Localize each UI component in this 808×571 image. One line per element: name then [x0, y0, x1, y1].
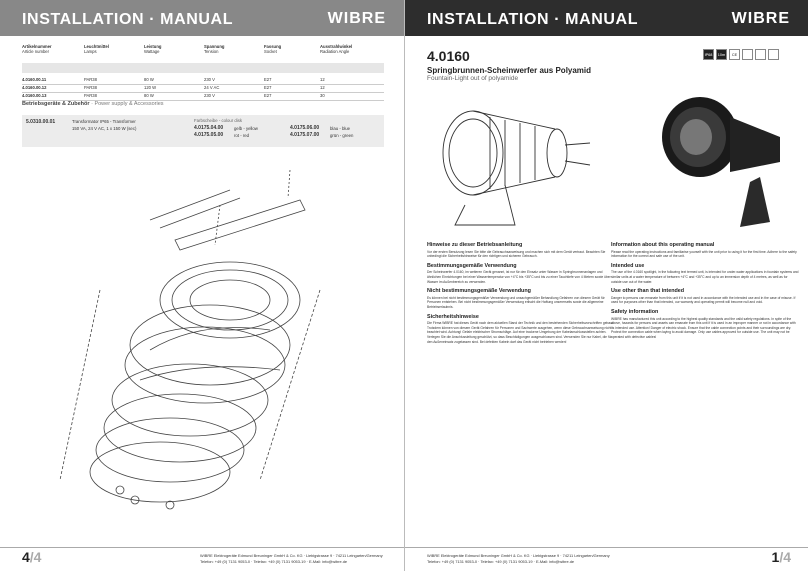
product-heading — [427, 48, 591, 82]
left-header — [0, 0, 404, 36]
col-head-en: Lamps — [84, 49, 97, 54]
colour-article: 4.0175.04.00 — [194, 125, 224, 131]
right-footer-address — [427, 553, 667, 565]
section-text: WIBRE has manufactured this unit according to the highest quality standards and the valid safety regulations. In spite of the above, hazards for persons and assets can emanate from this unit if it is used in an improper manner or not in accordance with its intended use. Attention! Danger of electric shock. Ensure that the cable connection points and their surroundings are dry. Protect the connection cable when laying to avoid damage. Only use cables approved for outside use. The unit may not be operated with defective cables! — [611, 316, 796, 339]
product-name-en: Fountain-Light out of polyamide — [427, 75, 519, 82]
cell: E27 — [264, 85, 272, 90]
cell: 80 W — [144, 93, 154, 98]
page-num: 1 — [771, 549, 780, 565]
col-head: Fassung — [264, 44, 282, 49]
product-line-drawing — [415, 85, 605, 230]
contact-line: Telefon: +49 (0) 7131 9053-0 · Telefax: +49 (0) 7131 9053-19 · E-Mail: info@wibre.de — [200, 559, 348, 564]
cell: 230 V — [204, 93, 215, 98]
right-page — [404, 0, 808, 571]
section-heading: Sicherheitshinweise — [427, 313, 479, 320]
product-name-de: Springbrunnen-Scheinwerfer aus Polyamid — [427, 66, 592, 75]
cert-icon — [755, 49, 766, 60]
colour-name: rot - red — [234, 133, 250, 138]
section-heading: Safety information — [611, 308, 659, 315]
cell: 30 — [320, 93, 325, 98]
section-text: Die Firma WIBRE hat dieses Gerät nach dem aktuellen Stand der Technik und den bestehenden Sicherheitsvorschriften gebaut. Trotzdem können von diesem Gerät Gefahren für Personen und Sachwerte ausgehen, wenn diese Gebrauchsanweisung nicht beachtet wird. Achtung! Gefahr elektrischer Stromschläge. Auf eine trockene Umgebung der Kabelanschlussstellen achten. Verlegen Sie die Anschlussleitung geschützt, so dass Beschädigungen ausgeschlossen sind. Verwenden Sie nur Kabel, die für den Außeneinsatz zugelassen sind. Bei defekten Kabeln darf das Gerät nicht betrieben werden! — [427, 321, 614, 344]
col-head: Leuchtmittel — [84, 44, 109, 49]
left-wibre-logo: WIBRE — [327, 10, 386, 27]
ce-icon: CE — [729, 49, 740, 60]
address-line: WIBRE Elektrogeräte Edmund Breuninger GmbH & Co. KG · Liebigstrasse 9 · 74211 Leingarten/Germany — [427, 553, 610, 558]
acc-title-de: Betriebsgeräte & Zubehör — [22, 101, 90, 107]
cell: PAR38 — [84, 93, 97, 98]
cell: 80 W — [144, 77, 154, 82]
section-heading: Information about this operating manual — [611, 242, 715, 248]
section-heading: Intended use — [611, 262, 645, 269]
col-head: Ausstrahlwinkel — [320, 44, 353, 49]
section-text: Es können bei nicht bestimmungsgemäßer Verwendung und unsachgemäßer Behandlung Gefahren von diesem Gerät für Personen entstehen. Bei nicht bestimmungsgemäßer Verwendung erlischt die Haftung unsererseits sowie die allgemeine Betriebserlaubnis. — [427, 295, 605, 309]
german-text-column — [427, 238, 615, 346]
cell: 120 W — [144, 85, 157, 90]
mounting-bracket — [175, 200, 305, 250]
accessories-box — [22, 115, 384, 147]
section-text: Danger to persons can emanate from this unit if it is not used in accordance with the intended use and in the case of misuse. If used for purposes other than that intended, our warranty and operating permit will become null and void. — [611, 295, 796, 305]
cell: 24 V AC — [204, 85, 220, 90]
bracket-top — [150, 190, 240, 228]
section-text: Der Scheinwerfer 4.0160, im weiteren Gerät genannt, ist nur für den Einsatz unter Wasser in Springbrunnenanlagen und ähnlichen Einrichtungen bei einer Wassertemperatur von +4°C bis +35°C und bis zu einer Tauchtiefe von 4 Metern sowie über Wasser im Außenbereich zu verwenden. — [427, 270, 611, 284]
colour-name: gelb - yellow — [234, 126, 258, 131]
col-head-en: Article number — [22, 49, 49, 54]
section-text: Please read the operating instructions and familiarise yourself with the unit prior to using it for the first time. Adhere to the safety information for the correct and safe use of the unit. — [611, 249, 797, 259]
right-page-number — [772, 549, 791, 565]
section-heading: Hinweise zu dieser Betriebsanleitung — [427, 242, 523, 248]
table-row — [22, 93, 384, 101]
col-head-en: Socket — [264, 49, 277, 54]
exploded-view-drawing — [0, 150, 404, 540]
page-total: /4 — [779, 549, 791, 565]
table-row — [22, 85, 384, 93]
left-footer-address — [200, 553, 400, 565]
spec-table-header — [22, 44, 384, 61]
acc-title-en: · Power supply & Accessories — [91, 101, 164, 107]
transformer-article: 5.0310.00.01 — [26, 119, 56, 125]
section-heading: Use other than that intended — [611, 288, 685, 295]
colour-name: blau - blue — [330, 126, 351, 131]
cert-icon — [742, 49, 753, 60]
ip68-icon: IP68 — [703, 49, 714, 60]
left-page-number — [22, 549, 41, 565]
right-footer — [405, 547, 808, 571]
cell: 230 V — [204, 77, 215, 82]
colour-article: 4.0175.06.00 — [290, 125, 320, 131]
colour-name: grün - green — [330, 133, 354, 138]
colour-article: 4.0175.07.00 — [290, 132, 320, 138]
transformer-spec: 150 VA, 24 V AC, 1 x 150 W (sec) — [72, 126, 137, 131]
cell: PAR38 — [84, 77, 97, 82]
col-head-en: Tension — [204, 49, 219, 54]
col-head: Artikelnummer — [22, 44, 52, 49]
transformer-desc: Transformator IP65 - Transformer — [72, 119, 136, 124]
english-text-column — [611, 238, 799, 342]
product-number: 4.0160 — [427, 48, 470, 64]
left-footer — [0, 547, 404, 571]
colour-disk-label: Farbscheibe - colour disk — [194, 118, 243, 123]
col-head: Spannung — [204, 44, 225, 49]
cell: 4.0160.00.13 — [22, 93, 47, 98]
cell: 12 — [320, 77, 325, 82]
col-head-en: Wattage — [144, 49, 160, 54]
page-num: 4 — [22, 549, 30, 565]
cell: E27 — [264, 77, 272, 82]
contact-line: Telefon: +49 (0) 7131 9053-0 · Telefax: +49 (0) 7131 9053-19 · E-Mail: info@wibre.de — [427, 559, 575, 564]
cell: E27 — [264, 93, 272, 98]
left-header-title: INSTALLATION · MANUAL — [22, 11, 234, 28]
address-line: WIBRE Elektrogeräte Edmund Breuninger GmbH & Co. KG · Liebigstrasse 9 · 74211 Leingarten/Germany — [200, 553, 383, 558]
cell: PAR38 — [84, 85, 97, 90]
cert-icon — [768, 49, 779, 60]
product-photo — [620, 82, 800, 230]
right-header — [405, 0, 808, 36]
cell: 4.0160.00.11 — [22, 77, 47, 82]
cell: 12 — [320, 85, 325, 90]
section-heading: Nicht bestimmungsgemäße Verwendung — [427, 288, 531, 295]
col-head-en: Radiation Angle — [320, 49, 350, 54]
accessories-title — [22, 101, 164, 107]
depth-icon: 10m — [716, 49, 727, 60]
section-text: Vor der ersten Benutzung lesen Sie bitte die Gebrauchsanweisung und machen sich mit dem Gerät vertraut. Beachten Sie unbedingt die Sicherheitshinweise für den richtigen und sicheren Gebrauch. — [427, 249, 606, 259]
right-wibre-logo: WIBRE — [731, 10, 790, 27]
right-header-title: INSTALLATION · MANUAL — [427, 11, 639, 28]
colour-article: 4.0175.05.00 — [194, 132, 224, 138]
table-row — [22, 77, 384, 85]
spec-table — [22, 44, 384, 101]
table-band — [22, 63, 384, 73]
section-heading: Bestimmungsgemäße Verwendung — [427, 262, 517, 269]
col-head: Leistung — [144, 44, 162, 49]
section-text: The use of the 4.0160 spotlight, in the following text termed unit, is intended for under-water applications in fountain systems and similar units at a water temperature of between +4°C and +35°C and up to an immersion depth of 4 metres, as well as for outside use out of the water. — [611, 270, 799, 284]
page-total: /4 — [29, 549, 42, 565]
cell: 4.0160.00.12 — [22, 85, 47, 90]
